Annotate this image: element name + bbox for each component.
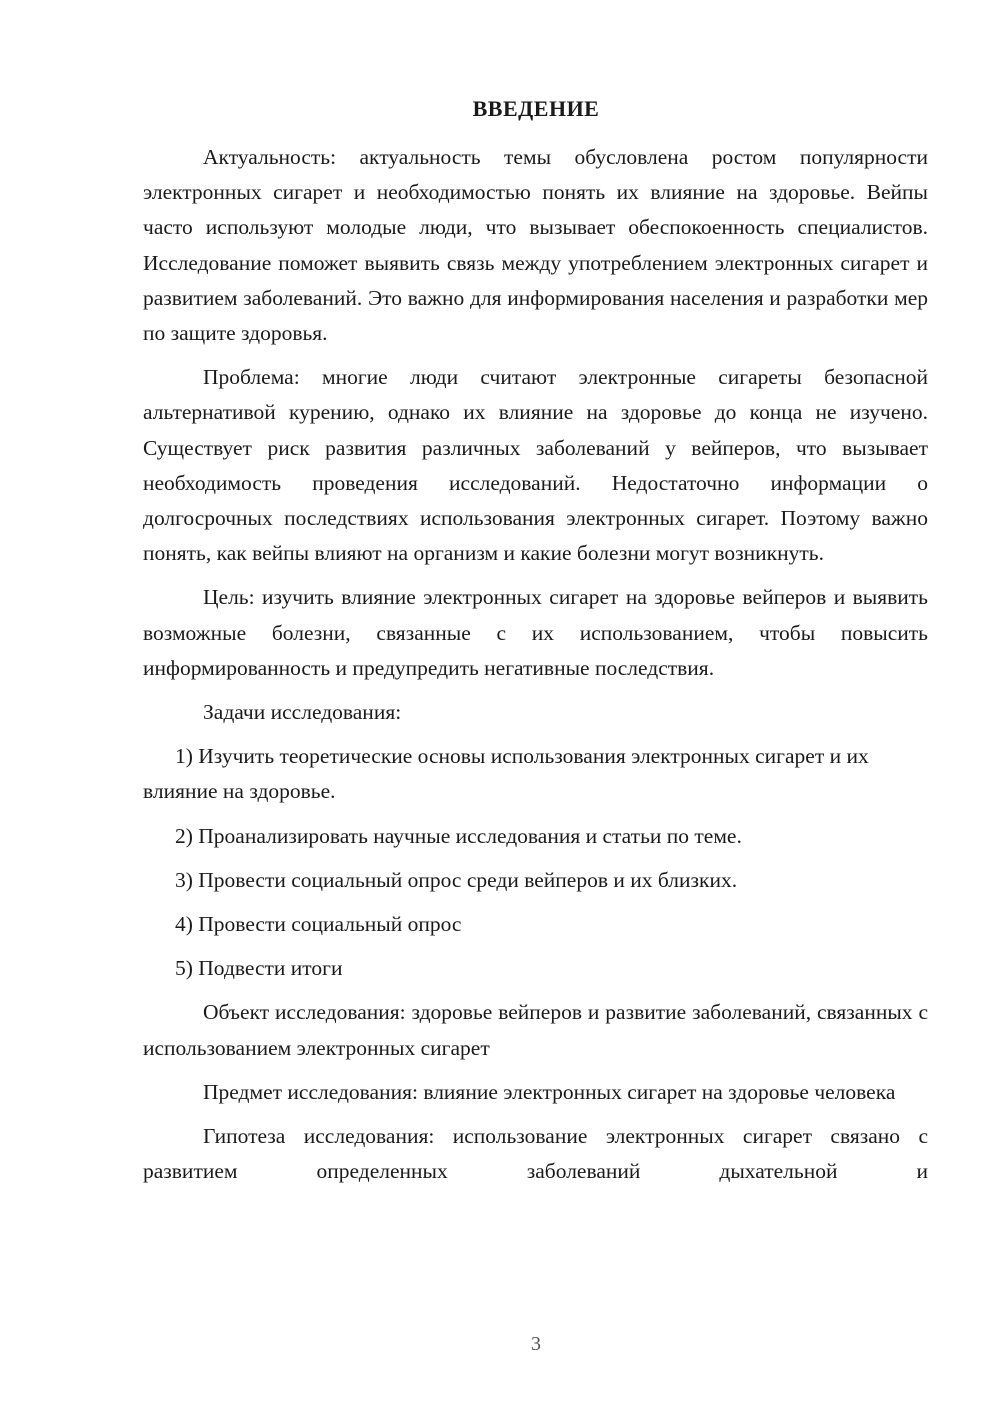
object-paragraph: Объект исследования: здоровье вейперов и развитие заболеваний, связанных с использованием электронных сигарет xyxy=(143,1000,928,1060)
page-number: 3 xyxy=(531,1333,541,1355)
tasks-heading: Задачи исследования: xyxy=(203,700,402,725)
goal-paragraph: Цель: изучить влияние электронных сигарет на здоровье вейперов и выявить возможные болезни, связанные с их использованием, чтобы повысить информированность и предупредить негативные последствия. xyxy=(143,585,928,680)
hypothesis-paragraph: Гипотеза исследования: использование электронных сигарет связано с развитием определенных заболеваний дыхательной и xyxy=(143,1124,928,1184)
subject-paragraph: Предмет исследования: влияние электронных сигарет на здоровье человека xyxy=(203,1079,896,1104)
task-item: 2) Проанализировать научные исследования и статьи по теме. xyxy=(175,823,742,848)
problem-paragraph: Проблема: многие люди считают электронные сигареты безопасной альтернативой курению, однако их влияние на здоровье до конца не изучено. Существует риск развития различных заболеваний у вейперов, что вызывает необходимость проведения исследований. Недостаточно информации о долгосрочных последствиях использования электронных сигарет. Поэтому важно понять, как вейпы влияют на организм и какие болезни могут возникнуть. xyxy=(143,365,928,566)
section-heading: ВВЕДЕНИЕ xyxy=(472,96,600,121)
task-item: 3) Провести социальный опрос среди вейперов и их близких. xyxy=(175,867,738,892)
relevance-paragraph: Актуальность: актуальность темы обусловлена ростом популярности электронных сигарет и необходимостью понять их влияние на здоровье. Вейпы часто используют молодые люди, что вызывает обеспокоенность специалистов. Исследование поможет выявить связь между употреблением электронных сигарет и развитием заболеваний. Это важно для информирования населения и разработки мер по защите здоровья. xyxy=(143,145,928,346)
task-item: 5) Подвести итоги xyxy=(175,956,343,981)
task-item: 4) Провести социальный опрос xyxy=(175,912,462,937)
task-item: 1) Изучить теоретические основы использования электронных сигарет и их влияние на здоровье. xyxy=(143,744,869,804)
body-text xyxy=(143,140,928,1198)
